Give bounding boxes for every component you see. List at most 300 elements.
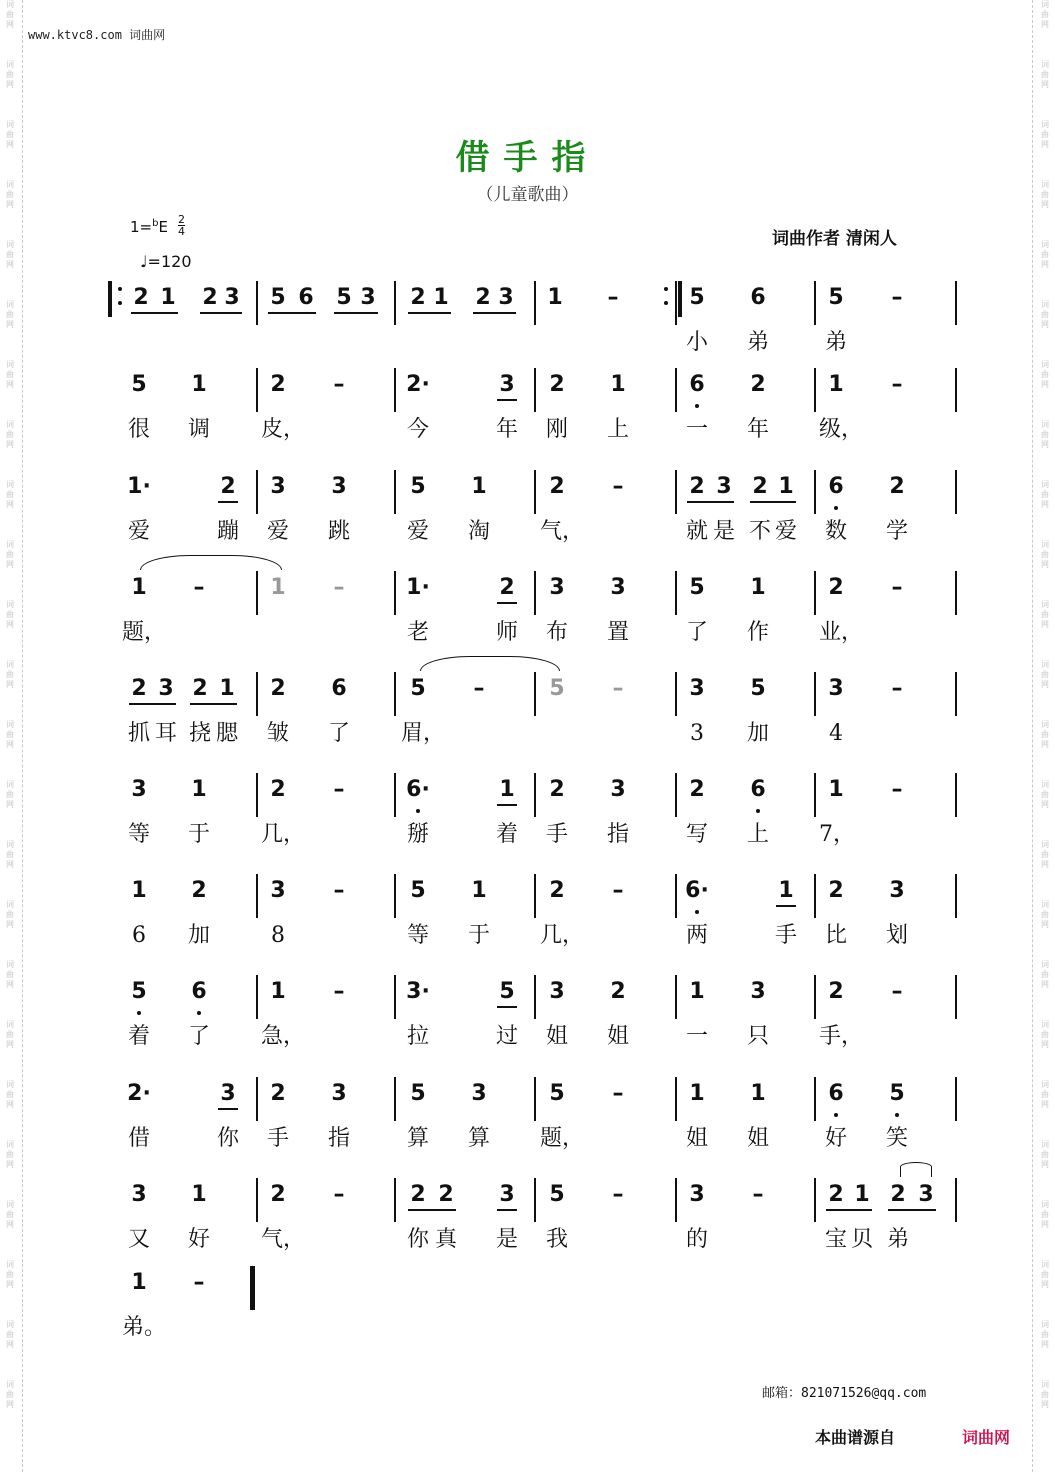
note: 2 [475,285,491,310]
note: 1 [689,1081,705,1106]
key-signature: 1=$^b$E [130,218,168,236]
note: 5 [828,285,844,310]
lyric-syllable: 好 [187,1227,210,1252]
note: 3 [471,1081,487,1106]
note: 1 [433,285,449,310]
note-underline [190,703,237,705]
note-underline [776,905,796,907]
barline [256,874,258,918]
lyric-syllable: 又 [127,1227,150,1252]
lyric-syllable: 了 [187,1024,210,1049]
note: – [891,372,903,397]
note: 2 [220,474,236,499]
low-octave-dot [834,506,838,510]
barline [534,874,536,918]
lyric-syllable: 宝 [824,1227,847,1252]
note: 1 [778,474,794,499]
site-url[interactable]: www.ktvc8.com 词曲网 [28,28,166,42]
note: 1· [127,474,151,499]
author-credit: 词曲作者 清闲人 [772,229,897,249]
note: 5 [549,1182,565,1207]
note: 1 [131,878,147,903]
note: 1 [471,878,487,903]
lyric-syllable: 跳 [327,519,350,544]
note: 1 [219,676,235,701]
barline [675,773,677,817]
lyric-syllable: 着 [127,1024,150,1049]
note: – [612,474,624,499]
note: 1 [610,372,626,397]
lyric-syllable: 弟 [886,1227,909,1252]
note: 2 [750,372,766,397]
lyric-syllable: 姐 [746,1126,769,1151]
tie-slur [900,1162,932,1177]
lyric-syllable: 爱 [127,519,150,544]
barline [675,1178,677,1222]
note: 1· [406,575,430,600]
lyric-syllable: 笑 [885,1126,908,1151]
barline [256,571,258,615]
note: 2 [549,878,565,903]
lyric-syllable: 小 [685,330,708,355]
note: 2 [828,1182,844,1207]
barline [675,571,677,615]
note: 3 [331,474,347,499]
barline [394,975,396,1019]
lyric-syllable: 着 [495,822,518,847]
note-underline [129,703,176,705]
lyric-syllable: 了 [327,721,350,746]
lyric-syllable: 手 [774,923,797,948]
note: – [333,777,345,802]
lyric-syllable: 刚 [545,417,568,442]
note-underline [826,1209,872,1211]
barline [256,368,258,412]
note: 2 [191,878,207,903]
lyric-syllable: 加 [746,721,769,746]
note: 3 [716,474,732,499]
barline [814,470,816,514]
note-underline [497,602,517,604]
lyric-syllable: 3 [690,721,704,746]
barline [394,672,396,716]
lyric-syllable: 掰 [406,822,429,847]
barline [256,470,258,514]
note-underline [497,1209,517,1211]
note: – [333,372,345,397]
lyric-syllable: 几， [261,822,306,847]
lyric-syllable: 弟。 [122,1315,167,1340]
barline [256,1077,258,1121]
note: 2 [549,372,565,397]
note-underline [200,312,242,314]
barline [955,975,957,1019]
lyric-syllable: 等 [127,822,150,847]
note: 2 [202,285,218,310]
note: 2 [410,285,426,310]
lyric-syllable: 师 [495,620,518,645]
note: 2 [828,878,844,903]
lyric-syllable: 手， [819,1024,864,1049]
barline [814,672,816,716]
lyric-syllable: 指 [327,1126,350,1151]
note: 5 [689,285,705,310]
lyric-syllable: 皮， [261,417,306,442]
lyric-syllable: 加 [187,923,210,948]
note: 5 [410,878,426,903]
note: 2 [410,1182,426,1207]
barline [955,1077,957,1121]
note: 1 [131,1270,147,1295]
lyric-syllable: 手 [266,1126,289,1151]
note: 2 [270,1081,286,1106]
lyric-syllable: 几， [540,923,585,948]
note-underline [687,501,734,503]
lyric-syllable: 题， [540,1126,585,1151]
lyric-syllable: 上 [606,417,629,442]
lyric-syllable: 一 [685,417,708,442]
note-underline [497,804,517,806]
lyric-syllable: 的 [685,1227,708,1252]
repeat-end [660,281,682,317]
note: 2 [270,1182,286,1207]
lyric-syllable: 老 [406,620,429,645]
lyric-syllable: 于 [467,923,490,948]
note: 3 [131,777,147,802]
note: 5 [410,474,426,499]
lyric-syllable: 急， [261,1024,306,1049]
barline [534,975,536,1019]
barline [675,470,677,514]
note: 3 [158,676,174,701]
barline [394,874,396,918]
lyric-syllable: 挠 [188,721,211,746]
barline [955,773,957,817]
note: 6· [685,878,709,903]
note: 1 [689,979,705,1004]
lyric-syllable: 真 [434,1227,457,1252]
lyric-syllable: 姐 [545,1024,568,1049]
barline [955,874,957,918]
lyric-syllable: 好 [824,1126,847,1151]
note: – [333,1182,345,1207]
song-title: 借手指 [455,138,600,178]
low-octave-dot [756,809,760,813]
lyric-syllable: 气， [540,519,585,544]
note: 6 [689,372,705,397]
barline [675,672,677,716]
note: 5 [889,1081,905,1106]
lyric-syllable: 算 [467,1126,490,1151]
low-octave-dot [416,809,420,813]
low-octave-dot [834,1113,838,1117]
note-underline [497,1006,517,1008]
barline [814,368,816,412]
lyric-syllable: 皱 [266,721,289,746]
lyric-syllable: 是 [495,1227,518,1252]
lyric-syllable: 划 [885,923,908,948]
repeat-start [108,281,126,317]
low-octave-dot [695,404,699,408]
lyric-syllable: 气， [261,1227,306,1252]
note: – [752,1182,764,1207]
note: 5 [410,676,426,701]
lyric-syllable: 指 [606,822,629,847]
note: 2 [689,474,705,499]
watermark-column: 词 曲 网 词 曲 网 词 曲 网 词 曲 网 词 曲 网 词 曲 网 词 曲 网 词 曲 网 词 曲 网 词 曲 网 词 曲 网 词 曲 网 词 曲 网 词 曲 网 词 曲 网 词 曲 网 词 曲 网 词 曲 网 词 曲 网 词 曲 网 词 曲 网 词 曲 网 词 曲 网 词 曲 网 [1041,0,1049,1409]
barline [256,281,258,325]
lyric-syllable: 比 [824,923,847,948]
note: 3 [220,1081,236,1106]
note: – [607,285,619,310]
note: 6· [406,777,430,802]
note-underline [334,312,378,314]
note: 6 [750,777,766,802]
note: 5 [410,1081,426,1106]
note-underline [750,501,796,503]
note: 2 [499,575,515,600]
lyric-syllable: 置 [606,620,629,645]
note: 2 [270,372,286,397]
note: 5 [750,676,766,701]
note: – [891,285,903,310]
lyric-syllable: 上 [746,822,769,847]
lyric-syllable: 眉， [401,721,446,746]
note: 2 [828,979,844,1004]
lyric-syllable: 业， [819,620,864,645]
note: 1 [270,979,286,1004]
note: 6 [331,676,347,701]
left-dashed-border [22,0,23,1472]
note-underline [218,501,238,503]
barline [256,672,258,716]
lyric-syllable: 不 [748,519,771,544]
lyric-syllable: 爱 [406,519,429,544]
note: 1 [270,575,286,600]
lyric-syllable: 7， [819,822,855,847]
note-underline [497,399,517,401]
barline [534,571,536,615]
note: – [193,1270,205,1295]
note: 3 [828,676,844,701]
note: 1 [828,777,844,802]
note: 3 [549,575,565,600]
barline [534,1077,536,1121]
barline [256,773,258,817]
barline [534,281,536,325]
barline [814,1178,816,1222]
barline [534,470,536,514]
note: 3 [499,1182,515,1207]
lyric-syllable: 姐 [685,1126,708,1151]
note: 6 [828,474,844,499]
note: – [473,676,485,701]
note: 3 [610,777,626,802]
note: – [333,878,345,903]
barline [394,773,396,817]
note: – [612,878,624,903]
note-underline [218,1108,238,1110]
note: 5 [549,676,565,701]
lyric-syllable: 蹦 [216,519,239,544]
barline [534,773,536,817]
time-signature: $\frac{2}{4}$ [178,213,185,238]
lyric-syllable: 抓 [127,721,150,746]
barline [250,1266,255,1310]
barline [955,281,957,325]
note: 1 [828,372,844,397]
tie-slur [140,555,282,570]
lyric-syllable: 拉 [406,1024,429,1049]
lyric-syllable: 年 [495,417,518,442]
lyric-syllable: 今 [406,417,429,442]
barline [675,368,677,412]
lyric-syllable: 4 [829,721,843,746]
barline [955,470,957,514]
note: – [891,979,903,1004]
note: 5 [689,575,705,600]
note-underline [473,312,516,314]
note: 3 [331,1081,347,1106]
barline [394,1178,396,1222]
lyric-syllable: 爱 [266,519,289,544]
low-octave-dot [137,1011,141,1015]
lyric-syllable: 是 [712,519,735,544]
lyric-syllable: 数 [824,519,847,544]
note: 3 [549,979,565,1004]
lyric-syllable: 手 [545,822,568,847]
note: 6 [828,1081,844,1106]
note: – [891,676,903,701]
brand-label[interactable]: 词曲网 [962,1428,1011,1447]
note: – [891,575,903,600]
note: 3 [131,1182,147,1207]
note: 2 [752,474,768,499]
note: 1 [191,777,207,802]
note: 5 [499,979,515,1004]
note: 1 [854,1182,870,1207]
lyric-syllable: 借 [127,1126,150,1151]
note: 3· [406,979,430,1004]
watermark-column: 词 曲 网 词 曲 网 词 曲 网 词 曲 网 词 曲 网 词 曲 网 词 曲 网 词 曲 网 词 曲 网 词 曲 网 词 曲 网 词 曲 网 词 曲 网 词 曲 网 词 曲 网 词 曲 网 词 曲 网 词 曲 网 词 曲 网 词 曲 网 词 曲 网 词 曲 网 词 曲 网 词 曲 网 [6,0,14,1409]
lyric-syllable: 过 [495,1024,518,1049]
barline [675,1077,677,1121]
barline [534,1178,536,1222]
note: 2 [610,979,626,1004]
note-underline [268,312,316,314]
note: 5 [131,372,147,397]
barline [814,874,816,918]
note: 1 [547,285,563,310]
lyric-syllable: 姐 [606,1024,629,1049]
note: 1 [778,878,794,903]
barline [955,368,957,412]
note: 5 [131,979,147,1004]
source-label: 本曲谱源自 [815,1428,896,1447]
note: – [612,1182,624,1207]
barline [394,571,396,615]
lyric-syllable: 算 [406,1126,429,1151]
note: 6 [191,979,207,1004]
note: 6 [298,285,314,310]
note: 2 [438,1182,454,1207]
note: 3 [360,285,376,310]
lyric-syllable: 弟 [746,330,769,355]
lyric-syllable: 题， [122,620,167,645]
low-octave-dot [197,1011,201,1015]
note: 2 [889,474,905,499]
lyric-syllable: 学 [885,519,908,544]
note: 1 [471,474,487,499]
song-subtitle: （儿童歌曲） [476,185,579,205]
lyric-syllable: 于 [187,822,210,847]
low-octave-dot [695,910,699,914]
note: 3 [270,474,286,499]
note: 3 [498,285,514,310]
lyric-syllable: 就 [685,519,708,544]
note: – [612,1081,624,1106]
note-underline [408,312,451,314]
barline [814,1077,816,1121]
barline [394,470,396,514]
lyric-syllable: 6 [132,923,146,948]
lyric-syllable: 很 [127,417,150,442]
note: 2 [133,285,149,310]
lyric-syllable: 弟 [824,330,847,355]
right-dashed-border [1032,0,1033,1472]
note: 1 [191,1182,207,1207]
note: 3 [689,676,705,701]
note: 1 [750,1081,766,1106]
tie-slur [420,656,560,671]
barline [534,672,536,716]
lyric-syllable: 年 [746,417,769,442]
note: 2 [270,676,286,701]
note-underline [408,1209,456,1211]
note-underline [131,312,178,314]
note: 3 [270,878,286,903]
barline [814,975,816,1019]
barline [675,874,677,918]
note: 3 [499,372,515,397]
barline [955,672,957,716]
barline [955,571,957,615]
tempo-mark: ♩=120 [140,252,192,271]
barline [675,975,677,1019]
note: 2 [549,474,565,499]
lyric-syllable: 只 [746,1024,769,1049]
lyric-syllable: 淘 [467,519,490,544]
lyric-syllable: 耳 [154,721,177,746]
low-octave-dot [895,1113,899,1117]
note: 2 [549,777,565,802]
barline [394,368,396,412]
note: 3 [750,979,766,1004]
note: 2· [406,372,430,397]
lyric-syllable: 8 [271,923,285,948]
barline [394,1077,396,1121]
lyric-syllable: 你 [406,1227,429,1252]
lyric-syllable: 一 [685,1024,708,1049]
note: 2 [689,777,705,802]
barline [256,975,258,1019]
barline [394,281,396,325]
lyric-syllable: 作 [746,620,769,645]
barline [955,1178,957,1222]
lyric-syllable: 级， [819,417,864,442]
lyric-syllable: 两 [685,923,708,948]
note: 2 [828,575,844,600]
